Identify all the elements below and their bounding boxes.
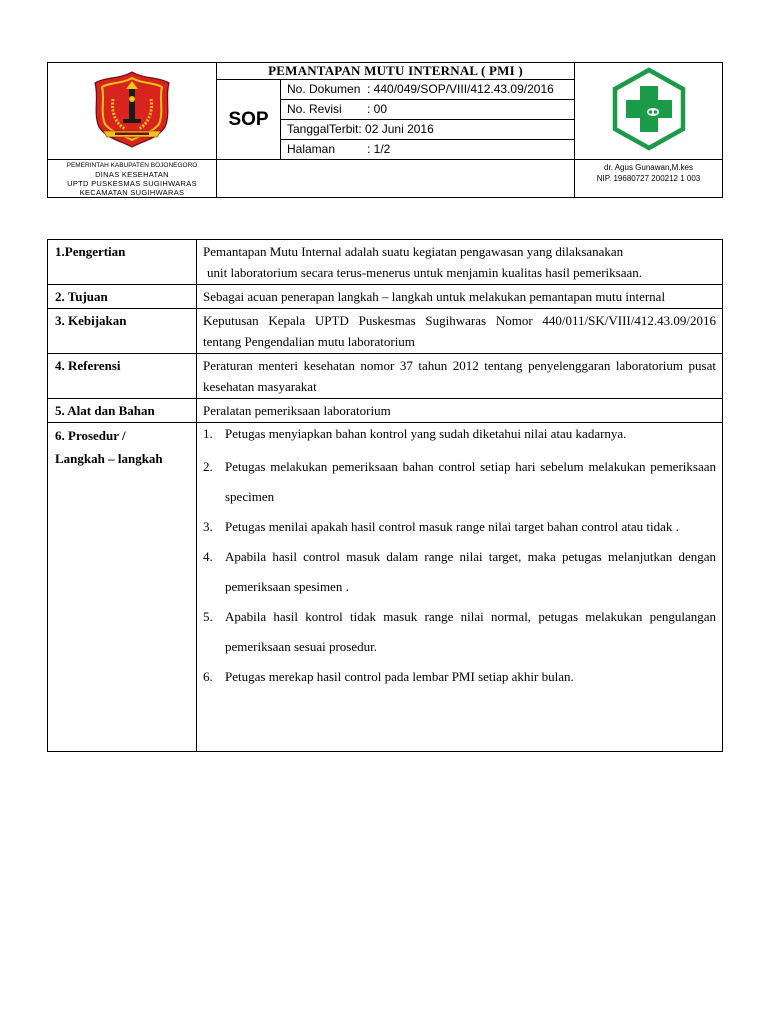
document-number-field bbox=[281, 80, 575, 100]
section-row bbox=[48, 240, 723, 285]
section-body: Sebagai acuan penerapan langkah – langkah untuk melakukan pemantapan mutu internal bbox=[197, 285, 723, 309]
procedure-step bbox=[203, 662, 716, 692]
procedure-body bbox=[197, 423, 723, 752]
section-label: 1.Pengertian bbox=[48, 240, 197, 285]
meta-value: : 1/2 bbox=[367, 142, 391, 156]
step-text: Petugas menyiapkan bahan kontrol yang sudah diketahui nilai atau kadarnya. bbox=[225, 426, 627, 441]
section-body: Peralatan pemeriksaan laboratorium bbox=[197, 399, 723, 423]
org-line: UPTD PUSKESMAS SUGIHWARAS bbox=[67, 179, 197, 188]
procedure-step bbox=[203, 542, 716, 602]
step-text: Petugas melakukan pemeriksaan bahan control setiap hari sebelum melakukan pemeriksaan specimen bbox=[225, 459, 716, 504]
step-text: Apabila hasil kontrol tidak masuk range nilai normal, petugas melakukan pengulangan pemeriksaan sesuai prosedur. bbox=[225, 609, 716, 654]
meta-label: No. Revisi bbox=[287, 102, 342, 116]
section-body: Keputusan Kepala UPTD Puskesmas Sugihwaras Nomor 440/011/SK/VIII/412.43.09/2016 tentang Pengendalian mutu laboratorium bbox=[197, 309, 723, 354]
org-line: KECAMATAN SUGIHWARAS bbox=[79, 188, 185, 197]
step-number: 5. bbox=[203, 609, 213, 624]
step-text: Apabila hasil control masuk dalam range nilai target, maka petugas melanjutkan dengan pemeriksaan spesimen . bbox=[225, 549, 716, 594]
section-body: Peraturan menteri kesehatan nomor 37 tahun 2012 tentang penyelenggaran laboratorium pusat kesehatan masyarakat bbox=[197, 354, 723, 399]
procedure-step bbox=[203, 512, 716, 542]
procedure-step bbox=[203, 423, 716, 445]
section-label: 3. Kebijakan bbox=[48, 309, 197, 354]
meta-label: TanggalTerbit bbox=[287, 122, 359, 136]
step-number: 6. bbox=[203, 669, 213, 684]
blank-cell bbox=[217, 160, 575, 198]
step-text: Petugas merekap hasil control pada lembar PMI setiap akhir bulan. bbox=[225, 669, 574, 684]
puskesmas-logo-icon bbox=[609, 67, 689, 151]
step-text: Petugas menilai apakah hasil control masuk range nilai target bahan control atau tidak . bbox=[225, 519, 679, 534]
bojonegoro-emblem-icon bbox=[89, 69, 175, 149]
meta-value: : 00 bbox=[367, 102, 388, 116]
section-row bbox=[48, 309, 723, 354]
procedure-step bbox=[203, 452, 716, 512]
step-number: 1. bbox=[203, 426, 213, 441]
procedure-steps bbox=[203, 423, 716, 692]
sop-label: SOP bbox=[217, 80, 281, 160]
org-line: DINAS KESEHATAN bbox=[95, 170, 169, 179]
procedure-label bbox=[48, 423, 197, 752]
signatory-nip: NIP. 19680727 200212 1 003 bbox=[596, 174, 701, 183]
section-row bbox=[48, 354, 723, 399]
signatory-block bbox=[575, 160, 723, 198]
revision-field bbox=[281, 100, 575, 120]
meta-label: No. Dokumen bbox=[287, 82, 361, 96]
step-number: 4. bbox=[203, 549, 213, 564]
section-row bbox=[48, 285, 723, 309]
meta-label: Halaman bbox=[287, 142, 336, 156]
body-line: Pemantapan Mutu Internal adalah suatu kegiatan pengawasan yang dilaksanakan bbox=[203, 244, 624, 259]
meta-value: : 02 Juni 2016 bbox=[358, 122, 434, 136]
sop-content-table bbox=[47, 239, 723, 752]
procedure-row bbox=[48, 423, 723, 752]
puskesmas-logo-cell bbox=[575, 63, 723, 160]
step-number: 2. bbox=[203, 459, 213, 474]
sop-header bbox=[47, 62, 723, 198]
signatory-name: dr. Agus Gunawan,M.kes bbox=[604, 163, 693, 172]
issue-date-field bbox=[281, 120, 575, 140]
step-number: 3. bbox=[203, 519, 213, 534]
section-body bbox=[197, 240, 723, 285]
procedure-step bbox=[203, 602, 716, 662]
procedure-label-line: 6. Prosedur / bbox=[55, 428, 126, 443]
document-title: PEMANTAPAN MUTU INTERNAL ( PMI ) bbox=[217, 63, 575, 80]
procedure-label-line: Langkah – langkah bbox=[55, 451, 163, 466]
body-line: unit laboratorium secara terus-menerus untuk menjamin kualitas hasil pemeriksaan. bbox=[207, 265, 643, 280]
org-line: PEMERINTAH KABUPATEN BOJONEGORO bbox=[66, 162, 198, 169]
section-label: 2. Tujuan bbox=[48, 285, 197, 309]
section-label: 4. Referensi bbox=[48, 354, 197, 399]
page-field bbox=[281, 140, 575, 160]
meta-value: : 440/049/SOP/VIII/412.43.09/2016 bbox=[367, 82, 554, 96]
section-row bbox=[48, 399, 723, 423]
organization-block bbox=[48, 160, 217, 198]
regency-emblem-cell bbox=[48, 63, 217, 160]
section-label: 5. Alat dan Bahan bbox=[48, 399, 197, 423]
